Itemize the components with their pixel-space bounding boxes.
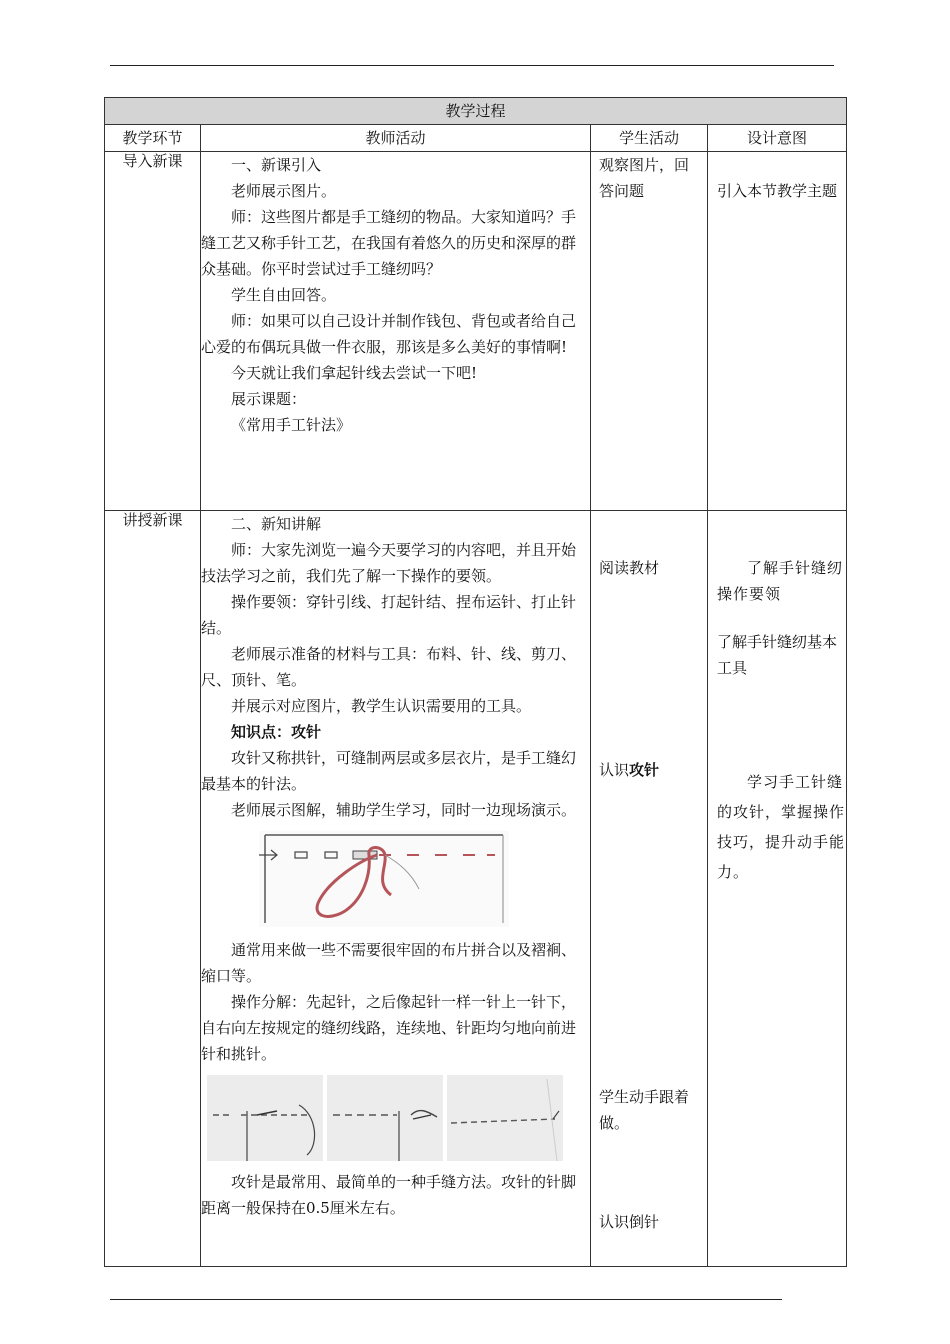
- teaching-process-table: [104, 97, 847, 1267]
- design-text: 了解手针缝纫基本工具: [717, 633, 838, 677]
- design-text: 学习手工针缝的攻针，掌握操作技巧，提升动手能力。: [717, 773, 846, 881]
- table-row: [105, 152, 847, 511]
- student-text: 阅读教材: [599, 559, 660, 577]
- design-intent-intro: [708, 152, 847, 511]
- header-rule: [110, 65, 834, 66]
- teacher-text: 二、新知讲解: [231, 515, 322, 533]
- student-activity-intro: [591, 152, 708, 511]
- teacher-text: 一、新课引入: [231, 156, 322, 174]
- student-text: 观察图片，回答问题: [599, 156, 690, 200]
- student-text: 认识倒针: [599, 1213, 660, 1231]
- student-text: 认识: [599, 761, 630, 779]
- lesson-title-text: 《常用手工针法》: [231, 416, 352, 434]
- design-text: 了解手针缝纫操作要领: [717, 559, 844, 603]
- teacher-text: 老师展示图解，辅助学生学习，同时一边现场演示。: [231, 801, 577, 819]
- teacher-text: 攻针又称拱针，可缝制两层或多层衣片，是手工缝幻最基本的针法。: [201, 749, 577, 793]
- stitch-step-photo-3: [447, 1075, 563, 1161]
- teacher-text: 并展示对应图片，教学生认识需要用的工具。: [231, 697, 532, 715]
- stitch-step-photo-2: [327, 1075, 443, 1161]
- knowledge-point-heading: 知识点：攻针: [231, 723, 322, 741]
- footer-rule: [110, 1299, 782, 1300]
- teacher-text: 展示课题：: [231, 390, 307, 408]
- stage-intro: 导入新课: [105, 152, 201, 511]
- teacher-text: 今天就让我们拿起针线去尝试一下吧!: [231, 364, 478, 382]
- student-text: 学生动手跟着做。: [599, 1088, 690, 1132]
- header-teacher: 教师活动: [201, 125, 591, 152]
- teacher-text: 操作要领：穿针引线、打起针结、捏布运针、打止针结。: [201, 593, 577, 637]
- teacher-activity-intro: [201, 152, 591, 511]
- header-design: 设计意图: [708, 125, 847, 152]
- stitch-step-photos: [207, 1075, 590, 1161]
- stitch-step-photo-1: [207, 1075, 323, 1161]
- teacher-text: 老师展示准备的材料与工具：布料、针、线、剪刀、尺、顶针、笔。: [201, 645, 577, 689]
- student-activity-new: [591, 511, 708, 1267]
- student-text-bold: 攻针: [629, 761, 660, 779]
- student-text-recognize: [599, 757, 699, 783]
- teacher-text: 师：如果可以自己设计并制作钱包、背包或者给自己心爱的布偶玩具做一件衣服，那该是多么美好的事情啊!: [201, 312, 577, 356]
- stage-new-lesson: 讲授新课: [105, 511, 201, 1267]
- running-stitch-diagram: [259, 831, 509, 927]
- header-student: 学生活动: [591, 125, 708, 152]
- teacher-text: 师：这些图片都是手工缝纫的物品。大家知道吗？手缝工艺又称手针工艺，在我国有着悠久的历史和深厚的群众基础。你平时尝试过手工缝纫吗？: [201, 208, 577, 278]
- teacher-text: 操作分解：先起针，之后像起针一样一针上一针下，自右向左按规定的缝纫线路，连续地、针距均匀地向前进针和挑针。: [201, 993, 577, 1063]
- teacher-text: 老师展示图片。: [231, 182, 337, 200]
- teacher-text: 攻针是最常用、最简单的一种手缝方法。攻针的针脚距离一般保持在0.5厘米左右。: [201, 1173, 577, 1217]
- teacher-activity-new: [201, 511, 591, 1267]
- teacher-text: 通常用来做一些不需要很牢固的布片拼合以及褶裥、缩口等。: [201, 941, 577, 985]
- teacher-text: 师：大家先浏览一遍今天要学习的内容吧，并且开始技法学习之前，我们先了解一下操作的要领。: [201, 541, 577, 585]
- design-intent-new: [708, 511, 847, 1267]
- design-text: 引入本节教学主题: [717, 182, 838, 200]
- header-stage: 教学环节: [105, 125, 201, 152]
- table-row: [105, 511, 847, 1267]
- table-title: 教学过程: [105, 98, 847, 125]
- header-row: [105, 125, 847, 152]
- teacher-text: 学生自由回答。: [231, 286, 337, 304]
